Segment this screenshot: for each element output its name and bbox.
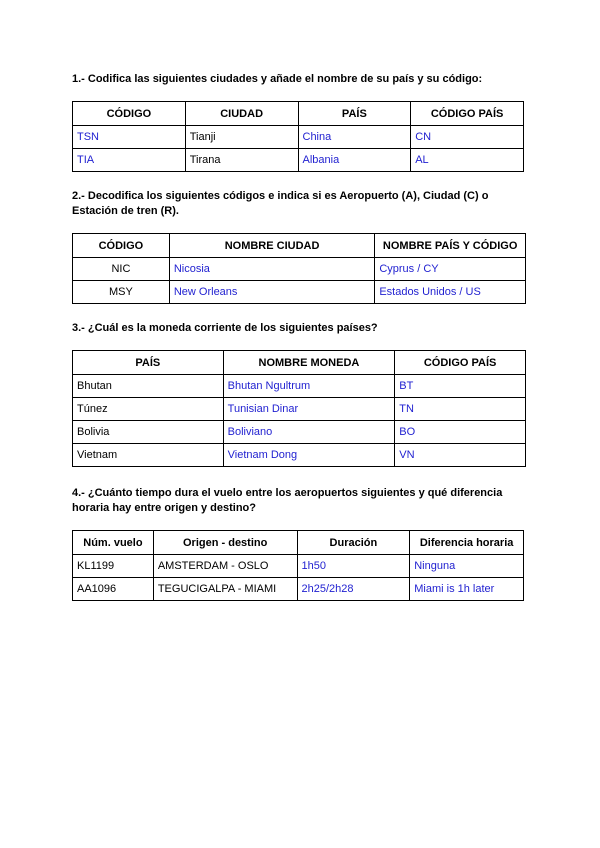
answer-cell: Nicosia [169,258,374,281]
given-cell: TEGUCIGALPA - MIAMI [153,578,297,601]
given-cell: AA1096 [73,578,154,601]
table-row [73,149,524,172]
given-cell: Tirana [185,149,298,172]
answer-cell: Tunisian Dinar [223,398,395,421]
table-row [73,258,526,281]
table-row [73,281,526,304]
question-4: 4.- ¿Cuánto tiempo dura el vuelo entre los aeropuertos siguientes y qué diferencia horaria hay entre origen y destino? [72,487,503,514]
answer-cell: Vietnam Dong [223,444,395,467]
answer-cell: New Orleans [169,281,374,304]
answer-cell: Miami is 1h later [410,578,524,601]
answer-cell: 1h50 [297,555,410,578]
answer-cell: Cyprus / CY [375,258,526,281]
header-cell: Núm. vuelo [73,531,154,555]
answer-cell: 2h25/2h28 [297,578,410,601]
table-row [73,578,524,601]
header-cell: CÓDIGO [73,102,186,126]
answer-cell: TIA [73,149,186,172]
answer-cell: VN [395,444,526,467]
given-cell: AMSTERDAM - OSLO [153,555,297,578]
table-header-row [73,351,526,375]
table-flights [72,530,524,601]
given-cell: Tianji [185,126,298,149]
header-cell: Duración [297,531,410,555]
answer-cell: Albania [298,149,411,172]
header-cell: NOMBRE CIUDAD [169,234,374,258]
answer-cell: BT [395,375,526,398]
answer-cell: TSN [73,126,186,149]
answer-cell: Boliviano [223,421,395,444]
table-header-row [73,234,526,258]
answer-cell: Estados Unidos / US [375,281,526,304]
header-cell: CÓDIGO PAÍS [411,102,524,126]
given-cell: Túnez [73,398,224,421]
answer-cell: AL [411,149,524,172]
table-header-row [73,531,524,555]
table-row [73,398,526,421]
header-cell: NOMBRE MONEDA [223,351,395,375]
header-cell: Diferencia horaria [410,531,524,555]
table-currency [72,350,526,467]
header-cell: CÓDIGO PAÍS [395,351,526,375]
table-city-codes [72,101,524,172]
answer-cell: BO [395,421,526,444]
given-cell: Bhutan [73,375,224,398]
answer-cell: Bhutan Ngultrum [223,375,395,398]
table-header-row [73,102,524,126]
table-row [73,421,526,444]
given-cell: Vietnam [73,444,224,467]
table-row [73,126,524,149]
table-decode [72,233,526,304]
given-cell: NIC [73,258,170,281]
header-cell: PAÍS [73,351,224,375]
answer-cell: China [298,126,411,149]
given-cell: KL1199 [73,555,154,578]
answer-cell: CN [411,126,524,149]
table-row [73,444,526,467]
question-1: 1.- Codifica las siguientes ciudades y añade el nombre de su país y su código: [72,73,483,85]
table-row [73,375,526,398]
header-cell: NOMBRE PAÍS Y CÓDIGO [375,234,526,258]
header-cell: CÓDIGO [73,234,170,258]
header-cell: CIUDAD [185,102,298,126]
given-cell: Bolivia [73,421,224,444]
header-cell: PAÍS [298,102,411,126]
answer-cell: Ninguna [410,555,524,578]
question-2: 2.- Decodifica los siguientes códigos e indica si es Aeropuerto (A), Ciudad (C) o Estación de tren (R). [72,190,489,217]
header-cell: Origen - destino [153,531,297,555]
table-row [73,555,524,578]
given-cell: MSY [73,281,170,304]
question-3: 3.- ¿Cuál es la moneda corriente de los siguientes países? [72,322,378,334]
answer-cell: TN [395,398,526,421]
